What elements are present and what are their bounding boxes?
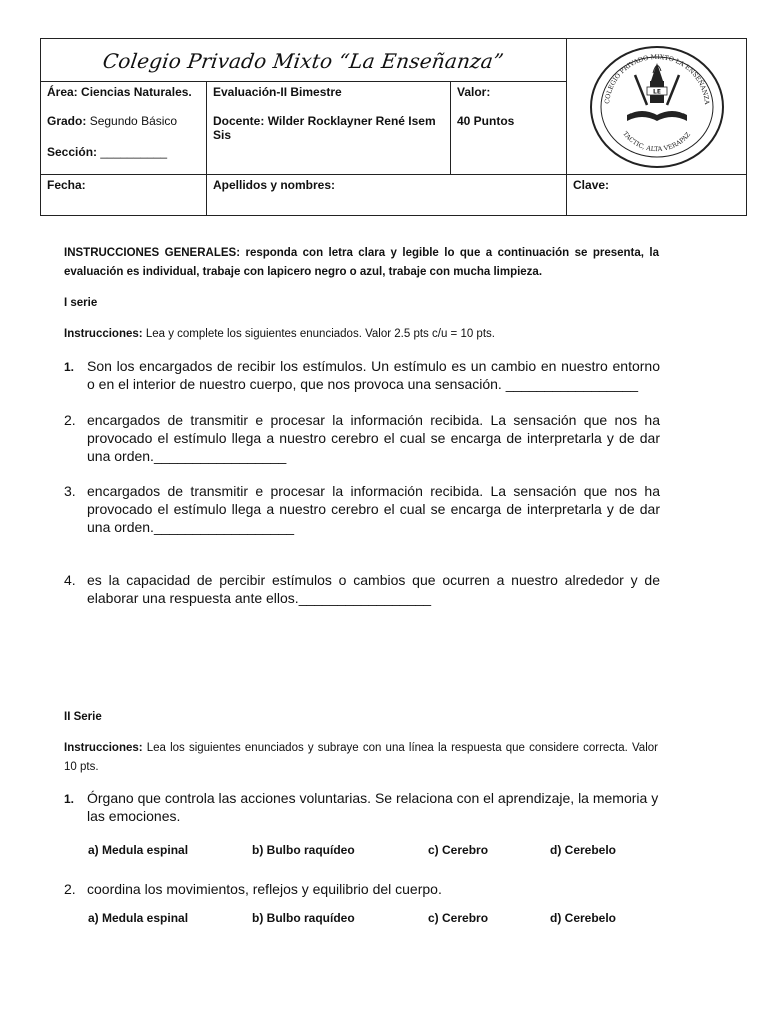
instrucciones-generales-text: responda con letra clara y legible lo que a continuación se presenta, la evaluación es individual, trabaje con lapicero negro o azul, trabaje con mucha limpieza. bbox=[64, 247, 659, 278]
question-number: 1. bbox=[64, 792, 75, 806]
option-a[interactable]: a) Medula espinal bbox=[88, 843, 189, 857]
apellidos-label: Apellidos y nombres: bbox=[213, 178, 336, 192]
evaluacion-docente-cell bbox=[207, 82, 451, 175]
seccion-blank[interactable]: __________ bbox=[100, 145, 168, 159]
logo-cell bbox=[567, 39, 747, 175]
question-number: 1. bbox=[64, 360, 75, 374]
serie2-question-1 bbox=[64, 789, 660, 825]
serie1-instr-label: Instrucciones: bbox=[64, 328, 143, 340]
instrucciones-generales-label: INSTRUCCIONES GENERALES: bbox=[64, 247, 241, 259]
question-text: es la capacidad de percibir estímulos o cambios que ocurren a nuestro alrededor y de elaborar una respuesta ante ellos._________________ bbox=[87, 572, 660, 606]
serie2-question-2 bbox=[64, 880, 660, 898]
option-a[interactable]: a) Medula espinal bbox=[88, 911, 189, 925]
serie1-title: I serie bbox=[64, 297, 98, 309]
serie2-title-block bbox=[64, 708, 659, 727]
grado-value: Segundo Básico bbox=[89, 114, 178, 128]
serie1-question-2 bbox=[64, 411, 660, 465]
area-grado-cell bbox=[41, 82, 207, 175]
clave-cell[interactable] bbox=[567, 175, 747, 216]
question-number: 2. bbox=[64, 881, 76, 897]
svg-text:LE: LE bbox=[652, 88, 661, 96]
valor-label: Valor: bbox=[457, 85, 491, 99]
question-text: encargados de transmitir e procesar la información recibida. La sensación que nos ha provocado el estímulo llega a nuestro cerebro el cual se encarga de interpretarla y de dar una orden.__________________ bbox=[87, 483, 660, 535]
seccion-label: Sección: bbox=[47, 145, 98, 159]
school-seal-logo bbox=[587, 41, 727, 169]
apellidos-cell[interactable] bbox=[207, 175, 567, 216]
option-b[interactable]: b) Bulbo raquídeo bbox=[252, 911, 355, 925]
school-title-cell bbox=[41, 39, 567, 82]
clave-label: Clave: bbox=[573, 178, 610, 192]
question-text: Órgano que controla las acciones voluntarias. Se relaciona con el aprendizaje, la memoria y las emociones. bbox=[87, 790, 659, 824]
option-c[interactable]: c) Cerebro bbox=[428, 843, 489, 857]
serie2-title: II Serie bbox=[64, 711, 102, 723]
serie1-instr-text: Lea y complete los siguientes enunciados. Valor 2.5 pts c/u = 10 pts. bbox=[145, 328, 495, 340]
serie2-instr-label: Instrucciones: bbox=[64, 742, 143, 754]
question-number: 2. bbox=[64, 412, 76, 428]
serie1-question-1 bbox=[64, 357, 660, 393]
area-value: Ciencias Naturales. bbox=[81, 85, 192, 99]
svg-text:TACTIC, ALTA VERAPAZ bbox=[621, 130, 692, 153]
serie2-instructions bbox=[64, 739, 658, 777]
school-title: Colegio Privado Mixto “La Enseñanza” bbox=[101, 49, 506, 73]
serie1-instructions bbox=[64, 325, 659, 344]
question-number: 3. bbox=[64, 483, 76, 499]
docente-label: Docente: bbox=[213, 114, 265, 128]
question-text: Son los encargados de recibir los estímulos. Un estímulo es un cambio en nuestro entorno o en el interior de nuestro cuerpo, que nos provoca una sensación. _________________ bbox=[87, 358, 660, 392]
serie1-question-4 bbox=[64, 571, 660, 607]
question-text: coordina los movimientos, reflejos y equilibrio del cuerpo. bbox=[87, 881, 442, 897]
question-text: encargados de transmitir e procesar la información recibida. La sensación que nos ha provocado el estímulo llega a nuestro cerebro el cual se encarga de interpretarla y de dar una orden._________________ bbox=[87, 412, 660, 464]
fecha-label: Fecha: bbox=[47, 178, 86, 192]
evaluacion-title: Evaluación-II Bimestre bbox=[213, 85, 342, 99]
grado-label: Grado: bbox=[47, 114, 87, 128]
fecha-cell[interactable] bbox=[41, 175, 207, 216]
valor-value: 40 Puntos bbox=[457, 114, 515, 128]
option-b[interactable]: b) Bulbo raquídeo bbox=[252, 843, 355, 857]
option-c[interactable]: c) Cerebro bbox=[428, 911, 489, 925]
serie1-question-3 bbox=[64, 482, 660, 536]
logo-text-bottom: TACTIC, ALTA VERAPAZ bbox=[620, 130, 692, 154]
serie2-instr-text: Lea los siguientes enunciados y subraye con una línea la respuesta que considere correcta. Valor 10 pts. bbox=[64, 742, 658, 773]
serie1-title-block bbox=[64, 294, 659, 313]
option-d[interactable]: d) Cerebelo bbox=[550, 843, 617, 857]
docente-value: Wilder Rocklayner René Isem Sis bbox=[213, 114, 436, 142]
valor-cell bbox=[451, 82, 567, 175]
question-number: 4. bbox=[64, 572, 76, 588]
header-table bbox=[40, 38, 747, 216]
area-label: Área: bbox=[47, 85, 78, 99]
instrucciones-generales bbox=[64, 244, 659, 282]
logo-text-top: COLEGIO PRIVADO MIXTO LA ENSEÑANZA bbox=[603, 53, 710, 105]
option-d[interactable]: d) Cerebelo bbox=[550, 911, 617, 925]
